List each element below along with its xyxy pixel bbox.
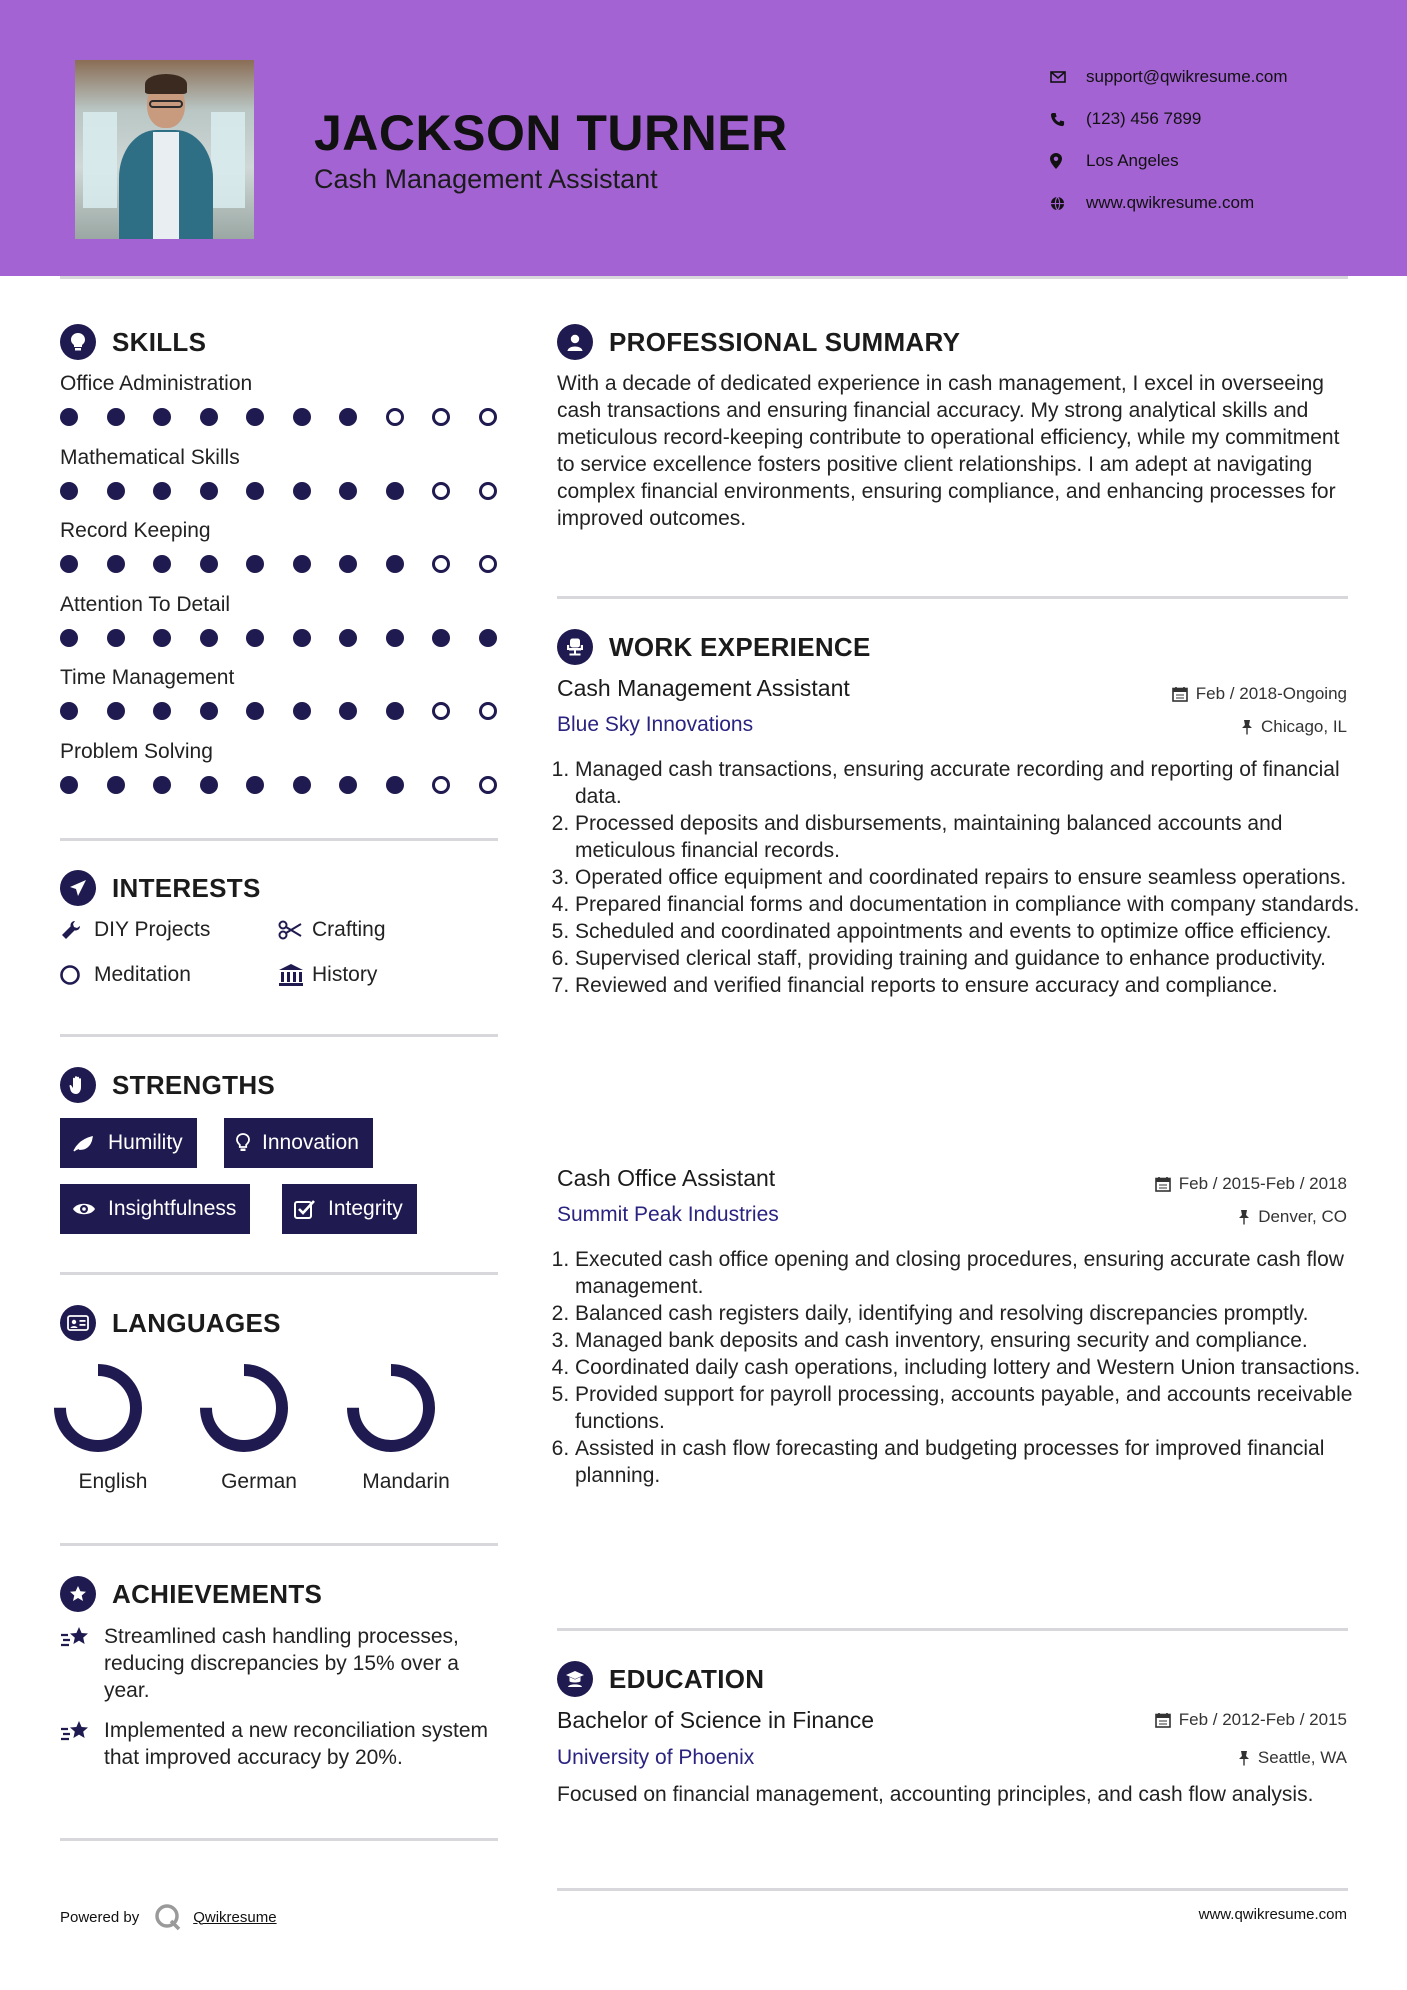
- rating-dot-filled: [246, 629, 264, 647]
- header-divider: [60, 276, 1348, 279]
- degree-title: Bachelor of Science in Finance: [557, 1707, 875, 1733]
- language-item: [194, 1358, 324, 1494]
- strength-tag-humility: [60, 1118, 197, 1168]
- language-item: [48, 1358, 178, 1494]
- circle-icon: [60, 964, 94, 986]
- languages-divider: [60, 1543, 498, 1546]
- duty-item: 6. Supervised clerical staff, providing training and guidance to enhance productivity.: [575, 945, 1365, 972]
- company-name[interactable]: Blue Sky Innovations: [557, 713, 754, 736]
- rating-dot-empty: [479, 408, 497, 426]
- office-chair-icon: [557, 629, 593, 665]
- rating-dot-filled: [60, 482, 78, 500]
- rating-dot-filled: [200, 776, 218, 794]
- rating-dot-filled: [432, 629, 450, 647]
- rating-dot-filled: [339, 555, 357, 573]
- language-label: Mandarin: [362, 1470, 450, 1493]
- calendar-icon: [1172, 686, 1188, 702]
- interest-item-crafting: [278, 918, 386, 942]
- job-dates-text: Feb / 2015-Feb / 2018: [1178, 1174, 1347, 1193]
- rating-dot-filled: [293, 629, 311, 647]
- summary-title: PROFESSIONAL SUMMARY: [609, 326, 961, 357]
- powered-by-text: Powered by: [60, 1908, 140, 1926]
- rating-dot-filled: [293, 702, 311, 720]
- shooting-star-icon: [60, 1623, 104, 1704]
- job-title: Cash Office Assistant: [557, 1165, 776, 1191]
- job-location: [1241, 717, 1347, 737]
- candidate-name: JACKSON TURNER: [314, 105, 788, 161]
- contact-website-text: www.qwikresume.com: [1086, 193, 1255, 212]
- language-level-ring: [48, 1358, 148, 1458]
- rating-dot-empty: [432, 555, 450, 573]
- rating-dot-filled: [153, 482, 171, 500]
- shooting-star-icon: [60, 1717, 104, 1771]
- strength-tag-integrity: [282, 1184, 417, 1234]
- language-level-arc: [60, 1370, 136, 1446]
- education-location: [1238, 1748, 1347, 1768]
- contact-info: [1050, 56, 1288, 224]
- candidate-role: Cash Management Assistant: [314, 164, 658, 194]
- duty-item: 6. Assisted in cash flow forecasting and budgeting processes for improved financial planning.: [575, 1435, 1365, 1489]
- interests-divider: [60, 1034, 498, 1037]
- rating-dot-filled: [339, 482, 357, 500]
- duty-item: 2. Processed deposits and disbursements, maintaining balanced accounts and meticulous financial records.: [575, 810, 1365, 864]
- duty-item: 1. Managed cash transactions, ensuring accurate recording and reporting of financial data.: [575, 756, 1365, 810]
- contact-website[interactable]: [1050, 182, 1288, 224]
- language-item: [341, 1358, 471, 1494]
- rating-dot-empty: [386, 408, 404, 426]
- skill-rating: [60, 482, 525, 500]
- calendar-icon: [1155, 1176, 1171, 1192]
- education-dates: [1155, 1710, 1347, 1730]
- rating-dot-filled: [246, 776, 264, 794]
- rating-dot-filled: [246, 702, 264, 720]
- pushpin-icon: [1238, 1209, 1250, 1225]
- rating-dot-filled: [60, 408, 78, 426]
- rating-dot-filled: [386, 555, 404, 573]
- duty-item: 3. Operated office equipment and coordinated repairs to ensure seamless operations.: [575, 864, 1365, 891]
- rating-dot-empty: [432, 702, 450, 720]
- summary-divider: [557, 596, 1348, 599]
- skill-label: Time Management: [60, 666, 235, 689]
- skill-label: Problem Solving: [60, 739, 213, 763]
- skill-rating: [60, 629, 525, 647]
- skill-rating: [60, 702, 525, 720]
- lightbulb-icon: [60, 324, 96, 360]
- rating-dot-empty: [479, 702, 497, 720]
- education-location-text: Seattle, WA: [1257, 1748, 1347, 1767]
- strength-label: Insightfulness: [108, 1197, 237, 1220]
- duty-item: 5. Scheduled and coordinated appointments and events to optimize office efficiency.: [575, 918, 1365, 945]
- skills-divider: [60, 838, 498, 841]
- job-duties-list: [557, 1246, 1365, 1489]
- job-duties-list: [557, 756, 1365, 999]
- interest-label: DIY Projects: [94, 918, 211, 941]
- eye-icon: [72, 1201, 96, 1217]
- skill-label: Record Keeping: [60, 519, 211, 542]
- languages-title: LANGUAGES: [112, 1307, 281, 1338]
- education-heading: [557, 1661, 764, 1697]
- interest-item-meditation: [60, 963, 191, 987]
- rating-dot-filled: [200, 555, 218, 573]
- rating-dot-filled: [200, 482, 218, 500]
- rating-dot-filled: [153, 776, 171, 794]
- powered-by: [60, 1902, 277, 1932]
- strengths-divider: [60, 1272, 498, 1275]
- skill-label: Attention To Detail: [60, 592, 231, 616]
- id-card-icon: [60, 1305, 96, 1341]
- job-location-text: Chicago, IL: [1261, 717, 1347, 736]
- qwikresume-link[interactable]: Qwikresume: [193, 1908, 277, 1926]
- contact-location-text: Los Angeles: [1086, 151, 1179, 170]
- language-level-ring: [194, 1358, 294, 1458]
- envelope-icon: [1050, 71, 1086, 83]
- rating-dot-empty: [432, 776, 450, 794]
- skills-heading: [60, 324, 206, 360]
- skill-label: Mathematical Skills: [60, 445, 240, 469]
- rating-dot-filled: [60, 555, 78, 573]
- achievement-text: Implemented a new reconciliation system that improved accuracy by 20%.: [104, 1719, 489, 1769]
- profile-photo: [75, 60, 254, 239]
- phone-icon: [1050, 112, 1086, 127]
- skill-rating: [60, 408, 525, 426]
- summary-heading: [557, 324, 960, 360]
- rating-dot-filled: [339, 408, 357, 426]
- rating-dot-filled: [386, 702, 404, 720]
- duty-item: 4. Coordinated daily cash operations, including lottery and Western Union transactions.: [575, 1354, 1365, 1381]
- graduate-icon: [557, 1661, 593, 1697]
- user-icon: [557, 324, 593, 360]
- interests-title: INTERESTS: [112, 872, 261, 903]
- rating-dot-filled: [60, 702, 78, 720]
- interest-label: Meditation: [94, 963, 191, 986]
- rating-dot-filled: [339, 776, 357, 794]
- map-pin-icon: [1050, 153, 1086, 169]
- wrench-icon: [60, 919, 94, 941]
- job-dates-text: Feb / 2018-Ongoing: [1195, 684, 1347, 703]
- star-badge-icon: [60, 1576, 96, 1612]
- strength-label: Humility: [108, 1131, 183, 1154]
- rating-dot-empty: [479, 555, 497, 573]
- rating-dot-filled: [293, 776, 311, 794]
- rating-dot-filled: [246, 555, 264, 573]
- duty-item: 5. Provided support for payroll processing, accounts payable, and accounts receivable functions.: [575, 1381, 1365, 1435]
- qwikresume-logo-icon: [153, 1902, 183, 1932]
- bank-icon: [278, 963, 312, 987]
- experience-heading: [557, 629, 871, 665]
- language-level-arc: [206, 1370, 282, 1446]
- interest-label: Crafting: [312, 918, 386, 941]
- rating-dot-filled: [479, 629, 497, 647]
- skill-rating: [60, 555, 525, 573]
- footer-website[interactable]: www.qwikresume.com: [1198, 1906, 1347, 1923]
- rating-dot-filled: [107, 702, 125, 720]
- rating-dot-filled: [60, 776, 78, 794]
- company-name[interactable]: Summit Peak Industries: [557, 1203, 779, 1226]
- interest-label: History: [312, 963, 378, 986]
- summary-text: With a decade of dedicated experience in cash management, I excel in overseeing cash transactions and ensuring financial accuracy. My strong analytical skills and meticulous record-keeping contribute to operational efficiency, while my commitment to service excellence fosters positive client relationships. I am adept at navigating complex financial environments, ensuring compliance, and enhancing processes for improved outcomes.: [557, 372, 1340, 530]
- rating-dot-filled: [200, 408, 218, 426]
- job-location-text: Denver, CO: [1258, 1207, 1347, 1226]
- globe-icon: [1050, 196, 1086, 211]
- skills-title: SKILLS: [112, 326, 207, 357]
- job-dates: [1155, 1174, 1347, 1194]
- resume-header: [0, 0, 1407, 276]
- interest-item-history: [278, 963, 377, 987]
- achievements-heading: [60, 1576, 322, 1612]
- education-title: EDUCATION: [609, 1663, 765, 1694]
- rating-dot-filled: [107, 629, 125, 647]
- achievements-divider: [60, 1838, 498, 1841]
- strength-label: Integrity: [328, 1197, 403, 1220]
- rating-dot-filled: [293, 482, 311, 500]
- paper-plane-icon: [60, 870, 96, 906]
- rating-dot-filled: [107, 555, 125, 573]
- experience-title: WORK EXPERIENCE: [609, 631, 871, 662]
- rating-dot-empty: [432, 408, 450, 426]
- rating-dot-filled: [386, 776, 404, 794]
- job-location: [1238, 1207, 1347, 1227]
- duty-item: 7. Reviewed and verified financial reports to ensure accuracy and compliance.: [575, 972, 1365, 999]
- rating-dot-filled: [107, 482, 125, 500]
- achievement-text: Streamlined cash handling processes, reducing discrepancies by 15% over a year.: [104, 1625, 459, 1702]
- rating-dot-filled: [153, 702, 171, 720]
- contact-email-text: support@qwikresume.com: [1086, 67, 1288, 86]
- contact-phone[interactable]: [1050, 98, 1288, 140]
- rating-dot-filled: [200, 702, 218, 720]
- rating-dot-empty: [479, 776, 497, 794]
- duty-item: 2. Balanced cash registers daily, identifying and resolving discrepancies promptly.: [575, 1300, 1365, 1327]
- rating-dot-empty: [479, 482, 497, 500]
- education-divider: [557, 1888, 1348, 1891]
- contact-location: [1050, 140, 1288, 182]
- languages-heading: [60, 1305, 281, 1341]
- rating-dot-filled: [60, 629, 78, 647]
- checkbox-icon: [294, 1199, 316, 1219]
- calendar-icon: [1155, 1712, 1171, 1728]
- education-dates-text: Feb / 2012-Feb / 2015: [1178, 1710, 1347, 1729]
- school-name[interactable]: University of Phoenix: [557, 1746, 755, 1769]
- rating-dot-filled: [339, 629, 357, 647]
- rating-dot-filled: [339, 702, 357, 720]
- strengths-title: STRENGTHS: [112, 1069, 276, 1100]
- education-description: Focused on financial management, accounting principles, and cash flow analysis.: [557, 1783, 1314, 1806]
- scissors-icon: [278, 920, 312, 940]
- strengths-heading: [60, 1067, 275, 1103]
- rating-dot-empty: [432, 482, 450, 500]
- experience-divider: [557, 1628, 1348, 1631]
- language-level-ring: [341, 1358, 441, 1458]
- contact-email[interactable]: [1050, 56, 1288, 98]
- achievement-item: [60, 1717, 500, 1771]
- language-level-arc: [353, 1370, 429, 1446]
- achievement-item: [60, 1623, 500, 1704]
- rating-dot-filled: [107, 408, 125, 426]
- rating-dot-filled: [386, 629, 404, 647]
- lightbulb-icon: [236, 1133, 250, 1153]
- language-label: English: [78, 1470, 148, 1493]
- duty-item: 1. Executed cash office opening and closing procedures, ensuring accurate cash flow management.: [575, 1246, 1365, 1300]
- duty-item: 3. Managed bank deposits and cash inventory, ensuring security and compliance.: [575, 1327, 1365, 1354]
- interest-item-diy-projects: [60, 918, 210, 942]
- rating-dot-filled: [153, 629, 171, 647]
- strength-tag-insightfulness: [60, 1184, 250, 1234]
- strength-tag-innovation: [224, 1118, 373, 1168]
- rating-dot-filled: [293, 555, 311, 573]
- leaf-icon: [72, 1133, 96, 1153]
- contact-phone-text: (123) 456 7899: [1086, 109, 1202, 128]
- rating-dot-filled: [200, 629, 218, 647]
- rating-dot-filled: [246, 408, 264, 426]
- rating-dot-filled: [153, 555, 171, 573]
- language-label: German: [221, 1470, 297, 1493]
- skill-label: Office Administration: [60, 372, 253, 395]
- pushpin-icon: [1238, 1750, 1250, 1766]
- rating-dot-filled: [293, 408, 311, 426]
- interests-heading: [60, 870, 261, 906]
- rating-dot-filled: [107, 776, 125, 794]
- hand-icon: [60, 1067, 96, 1103]
- rating-dot-filled: [246, 482, 264, 500]
- pushpin-icon: [1241, 719, 1253, 735]
- achievements-title: ACHIEVEMENTS: [112, 1578, 323, 1609]
- strength-label: Innovation: [262, 1131, 359, 1154]
- job-dates: [1172, 684, 1347, 704]
- rating-dot-filled: [386, 482, 404, 500]
- rating-dot-filled: [153, 408, 171, 426]
- skill-rating: [60, 776, 525, 794]
- duty-item: 4. Prepared financial forms and documentation in compliance with company standards.: [575, 891, 1365, 918]
- job-title: Cash Management Assistant: [557, 675, 850, 701]
